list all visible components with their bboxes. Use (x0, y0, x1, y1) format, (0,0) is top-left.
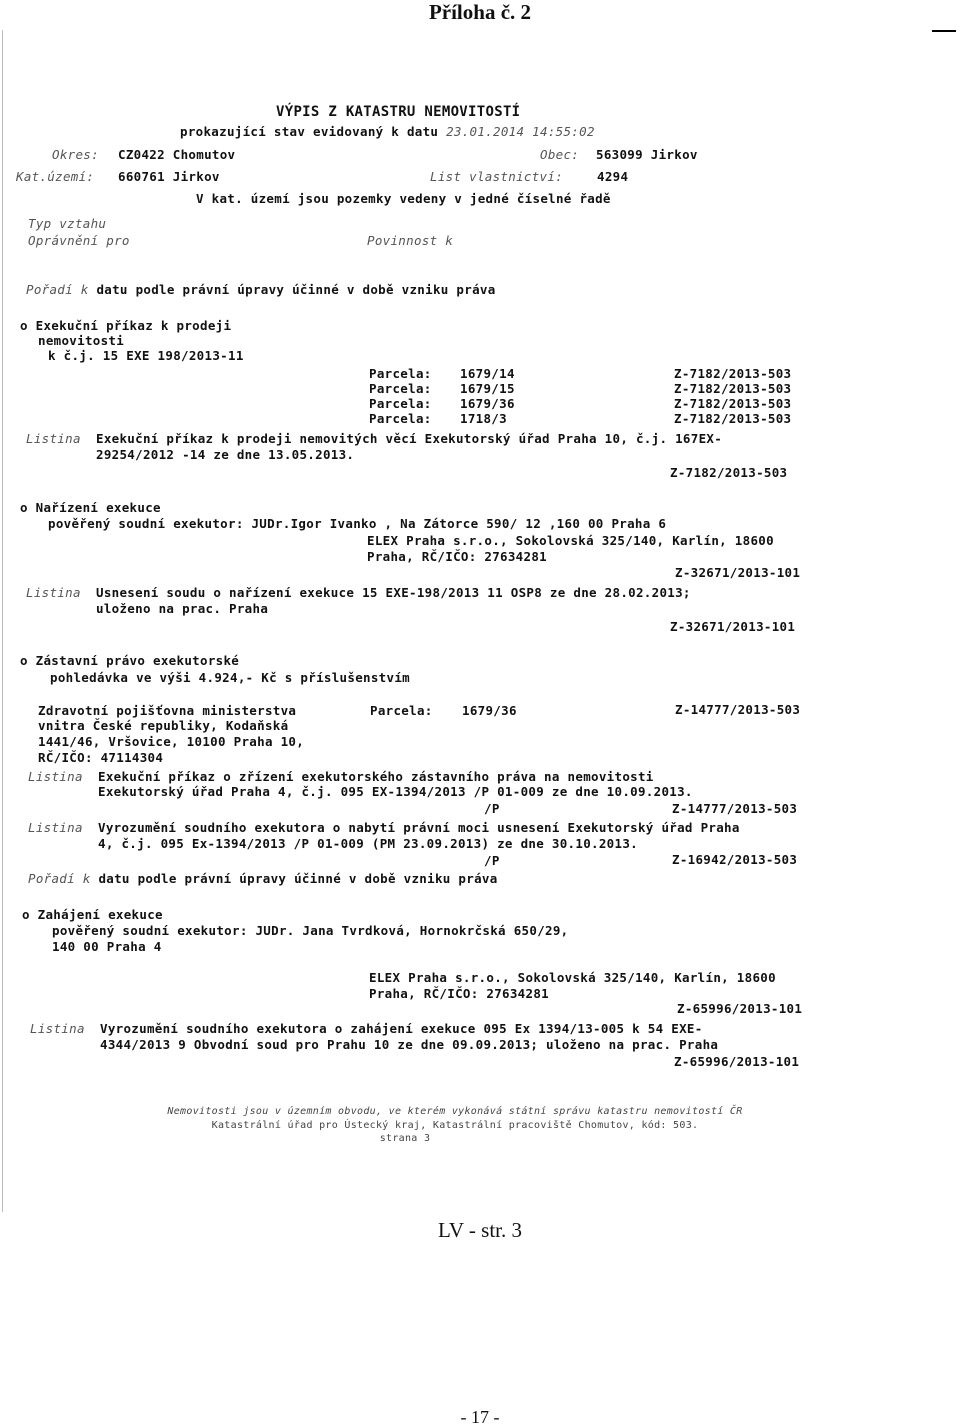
s4-ref-2: Z-65996/2013-101 (674, 1054, 800, 1069)
okres-value: CZ0422 Chomutov (118, 147, 236, 162)
s3-title-2: pohledávka ve výši 4.924,- Kč s příslušenstvím (50, 670, 410, 685)
scan-footer-1: Nemovitosti jsou v územním obvodu, ve kterém vykonává státní správu katastru nemovitostí ČR (167, 1106, 743, 1117)
s3-creditor-1: Zdravotní pojišťovna ministerstva (38, 703, 297, 718)
s1-listina-line-2: 29254/2012 -14 ze dne 13.05.2013. (96, 447, 355, 462)
s3-creditor-4: RČ/IČO: 47114304 (38, 750, 164, 765)
s4-ref-1: Z-65996/2013-101 (677, 1001, 803, 1016)
s1-parcel-num-4: 1718/3 (460, 411, 507, 426)
s1-listina-label: Listina (26, 431, 81, 446)
s4-line-4: Praha, RČ/IČO: 27634281 (369, 986, 549, 1001)
s1-title-1: o Exekuční příkaz k prodeji (20, 318, 232, 333)
s1-title-3: k č.j. 15 EXE 198/2013-11 (48, 348, 244, 363)
s3-listina-2a: Vyrozumění soudního exekutora o nabytí právní moci usnesení Exekutorský úřad Praha (98, 820, 740, 835)
s3-p-1: /P (484, 801, 500, 816)
s2-listina-label: Listina (26, 585, 81, 600)
povinnost-label: Povinnost k (367, 233, 454, 248)
s4-listina-label: Listina (30, 1021, 85, 1036)
s1-parcel-num-2: 1679/15 (460, 381, 515, 396)
scan-footer-3: strana 3 (379, 1133, 431, 1144)
okres-label: Okres: (52, 147, 99, 162)
s4-line-3: ELEX Praha s.r.o., Sokolovská 325/140, Karlín, 18600 (369, 970, 776, 985)
subtitle-date: 23.01.2014 14:55:02 (446, 124, 595, 139)
obec-value: 563099 Jirkov (596, 147, 698, 162)
lv-value: 4294 (597, 169, 629, 184)
cadastre-extract-scan (0, 30, 960, 1212)
obec-label: Obec: (540, 147, 580, 162)
opravneni-label: Oprávnění pro (28, 233, 130, 248)
s1-title-2: nemovitosti (38, 333, 125, 348)
s1-parcel-label-3: Parcela: (369, 396, 432, 411)
poradi-label-1: Pořadí k (26, 282, 89, 297)
s4-listina-2: 4344/2013 9 Obvodní soud pro Prahu 10 ze dne 09.09.2013; uloženo na prac. Praha (100, 1037, 719, 1052)
s3-ref-2: Z-14777/2013-503 (672, 801, 798, 816)
subtitle-text: prokazující stav evidovaný k datu (180, 124, 439, 139)
s2-listina-line-1: Usnesení soudu o nařízení exekuce 15 EXE-198/2013 11 OSP8 ze dne 28.02.2013; (96, 585, 691, 600)
s3-ref-3: Z-16942/2013-503 (672, 852, 798, 867)
extract-title: VÝPIS Z KATASTRU NEMOVITOSTÍ (276, 104, 521, 120)
s4-line-2: 140 00 Praha 4 (52, 939, 162, 954)
typ-vztahu-label: Typ vztahu (28, 216, 107, 231)
katuzemi-label: Kat.území: (16, 169, 95, 184)
s3-p-2: /P (484, 853, 500, 868)
s3-listina-1b: Exekutorský úřad Praha 4, č.j. 095 EX-1394/2013 /P 01-009 ze dne 10.09.2013. (98, 784, 693, 799)
s4-listina-1: Vyrozumění soudního exekutora o zahájení exekuce 095 Ex 1394/13-005 k 54 EXE- (100, 1021, 703, 1036)
s1-parcel-label-4: Parcela: (369, 411, 432, 426)
s3-listina-2b: 4, č.j. 095 Ex-1394/2013 /P 01-009 (PM 23.09.2013) ze dne 30.10.2013. (98, 836, 638, 851)
s2-ref-2: Z-32671/2013-101 (670, 619, 796, 634)
s2-line-1: pověřený soudní exekutor: JUDr.Igor Ivanko , Na Zátorce 590/ 12 ,160 00 Praha 6 (48, 516, 667, 531)
s1-parcel-ref-3: Z-7182/2013-503 (674, 396, 792, 411)
katuzemi-value: 660761 Jirkov (118, 169, 220, 184)
s2-line-2: ELEX Praha s.r.o., Sokolovská 325/140, Karlín, 18600 (367, 533, 774, 548)
s2-line-3: Praha, RČ/IČO: 27634281 (367, 549, 547, 564)
extract-subtitle (180, 124, 595, 139)
s4-title: o Zahájení exekuce (22, 907, 163, 922)
s1-parcel-ref-4: Z-7182/2013-503 (674, 411, 792, 426)
s1-parcel-ref-2: Z-7182/2013-503 (674, 381, 792, 396)
s4-line-1: pověřený soudní exekutor: JUDr. Jana Tvrdková, Hornokrčská 650/29, (52, 923, 569, 938)
poradi-text-1: datu podle právní úpravy účinné v době vzniku práva (96, 282, 496, 297)
s3-listina-1a: Exekuční příkaz o zřízení exekutorského zástavního práva na nemovitosti (98, 769, 654, 784)
s3-listina-label-2: Listina (28, 820, 83, 835)
s2-ref-1: Z-32671/2013-101 (675, 565, 801, 580)
s3-creditor-2: vnitra České republiky, Kodaňská (38, 718, 289, 733)
s1-parcel-ref-1: Z-7182/2013-503 (674, 366, 792, 381)
s1-parcel-label-2: Parcela: (369, 381, 432, 396)
poradi-text-2: datu podle právní úpravy účinné v době vzniku práva (98, 871, 498, 886)
s3-title-1: o Zástavní právo exekutorské (20, 653, 240, 668)
s2-listina-line-2: uloženo na prac. Praha (96, 601, 269, 616)
poradi-line-2 (28, 871, 498, 886)
scan-footer-2: Katastrální úřad pro Ústecký kraj, Katastrální pracoviště Chomutov, kód: 503. (211, 1120, 699, 1131)
s3-creditor-3: 1441/46, Vršovice, 10100 Praha 10, (38, 734, 305, 749)
poradi-label-2: Pořadí k (28, 871, 91, 886)
s3-ref-1: Z-14777/2013-503 (675, 702, 801, 717)
s1-listina-line-1: Exekuční příkaz k prodeji nemovitých věcí Exekutorský úřad Praha 10, č.j. 167EX- (96, 431, 723, 446)
page-number: - 17 - (460, 1407, 500, 1427)
s2-title: o Nařízení exekuce (20, 500, 161, 515)
page-title: Příloha č. 2 (428, 0, 532, 24)
lv-label: List vlastnictví: (430, 169, 564, 184)
s1-ref: Z-7182/2013-503 (670, 465, 788, 480)
s3-listina-label-1: Listina (28, 769, 83, 784)
s1-parcel-num-3: 1679/36 (460, 396, 515, 411)
s3-parcel-label: Parcela: (370, 703, 433, 718)
poradi-line-1 (26, 282, 496, 297)
extract-note: V kat. území jsou pozemky vedeny v jedné číselné řadě (196, 191, 611, 206)
s3-parcel-num: 1679/36 (462, 703, 517, 718)
lv-page-label: LV - str. 3 (437, 1218, 523, 1242)
s1-parcel-label-1: Parcela: (369, 366, 432, 381)
s1-parcel-num-1: 1679/14 (460, 366, 515, 381)
